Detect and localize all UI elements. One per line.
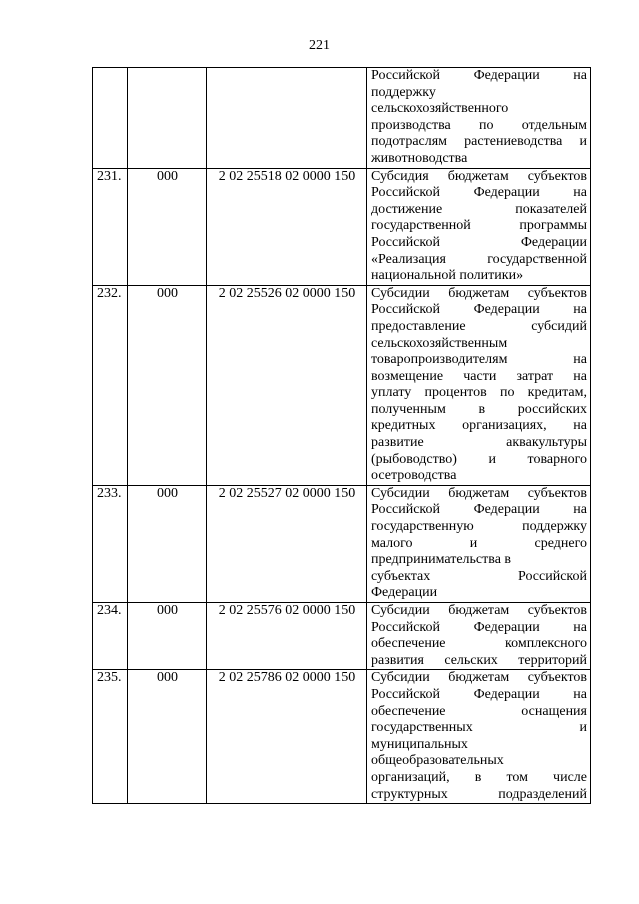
name-line: государственной программы xyxy=(371,218,587,234)
name-line: Субсидии бюджетам субъектов xyxy=(371,670,587,686)
name-line: кредитных организациях, на xyxy=(371,418,587,434)
name-line: осетроводства xyxy=(371,468,457,484)
name-line: развития сельских территорий xyxy=(371,652,587,668)
admin-code-cell: 000 xyxy=(128,603,207,670)
name-line: субъектах Российской xyxy=(371,568,587,584)
name-line: предоставление субсидий xyxy=(371,318,587,334)
budget-code-cell: 2 02 25526 02 0000 150 xyxy=(207,285,367,485)
name-line: подотраслям растениеводства и xyxy=(371,134,587,150)
income-name-cell xyxy=(367,68,591,169)
name-line: обеспечение комплексного xyxy=(371,636,587,652)
name-line: полученным в российских xyxy=(371,401,587,417)
row-number-cell: 232. xyxy=(93,285,128,485)
budget-classification-table xyxy=(92,67,591,804)
name-line: развитие аквакультуры xyxy=(371,435,587,451)
income-name-cell xyxy=(367,168,591,285)
income-name-cell xyxy=(367,670,591,804)
admin-code-cell: 000 xyxy=(128,670,207,804)
budget-code-cell: 2 02 25518 02 0000 150 xyxy=(207,168,367,285)
name-line: Российской Федерации на xyxy=(371,185,587,201)
name-line: достижение показателей xyxy=(371,201,587,217)
name-line: Субсидии бюджетам субъектов xyxy=(371,485,587,501)
name-line: муниципальных xyxy=(371,736,468,752)
page-number: 221 xyxy=(309,38,330,53)
table-row xyxy=(93,168,591,285)
name-line: сельскохозяйственным xyxy=(371,335,508,351)
income-name-cell xyxy=(367,603,591,670)
budget-code-cell xyxy=(207,68,367,169)
name-line: Субсидии бюджетам субъектов xyxy=(371,285,587,301)
name-line: Российской Федерации на xyxy=(371,502,587,518)
name-line: государственных и xyxy=(371,720,587,736)
name-line: производства по отдельным xyxy=(371,117,587,133)
name-line: животноводства xyxy=(371,150,468,166)
admin-code-cell: 000 xyxy=(128,168,207,285)
row-number-cell: 233. xyxy=(93,485,128,602)
name-line: Федерации xyxy=(371,585,438,601)
table-row-continuation xyxy=(93,68,591,169)
table-row xyxy=(93,670,591,804)
name-line: Российской Федерации на xyxy=(371,619,587,635)
table-row xyxy=(93,485,591,602)
name-line: Субсидия бюджетам субъектов xyxy=(371,168,587,184)
name-line: «Реализация государственной xyxy=(371,251,587,267)
name-line: Российской Федерации xyxy=(371,234,587,250)
name-line: предпринимательства в xyxy=(371,552,512,568)
name-line: малого и среднего xyxy=(371,535,587,551)
name-line: общеобразовательных xyxy=(371,753,504,769)
name-line: национальной политики» xyxy=(371,268,524,284)
income-name-cell xyxy=(367,485,591,602)
name-line: Субсидии бюджетам субъектов xyxy=(371,603,587,618)
admin-code-cell xyxy=(128,68,207,169)
table-row xyxy=(93,285,591,485)
name-line: Российской Федерации на xyxy=(371,686,587,702)
name-line: организаций, в том числе xyxy=(371,769,587,785)
name-line: возмещение части затрат на xyxy=(371,368,587,384)
budget-code-cell: 2 02 25786 02 0000 150 xyxy=(207,670,367,804)
admin-code-cell: 000 xyxy=(128,285,207,485)
row-number-cell: 231. xyxy=(93,168,128,285)
name-line: уплату процентов по кредитам, xyxy=(371,385,587,401)
name-line: государственную поддержку xyxy=(371,519,587,535)
name-line: структурных подразделений xyxy=(371,786,587,802)
name-line: поддержку xyxy=(371,84,436,100)
budget-code-cell: 2 02 25527 02 0000 150 xyxy=(207,485,367,602)
budget-code-cell: 2 02 25576 02 0000 150 xyxy=(207,603,367,670)
income-name-cell xyxy=(367,285,591,485)
row-number-cell: 235. xyxy=(93,670,128,804)
admin-code-cell: 000 xyxy=(128,485,207,602)
name-line: (рыбоводство) и товарного xyxy=(371,451,587,467)
name-line: Российской Федерации на xyxy=(371,68,587,83)
row-number-cell: 234. xyxy=(93,603,128,670)
name-line: товаропроизводителям на xyxy=(371,352,587,368)
table-body xyxy=(93,68,591,804)
name-line: сельскохозяйственного xyxy=(371,101,509,117)
name-line: обеспечение оснащения xyxy=(371,703,587,719)
row-number-cell xyxy=(93,68,128,169)
name-line: Российской Федерации на xyxy=(371,302,587,318)
table-row xyxy=(93,603,591,670)
